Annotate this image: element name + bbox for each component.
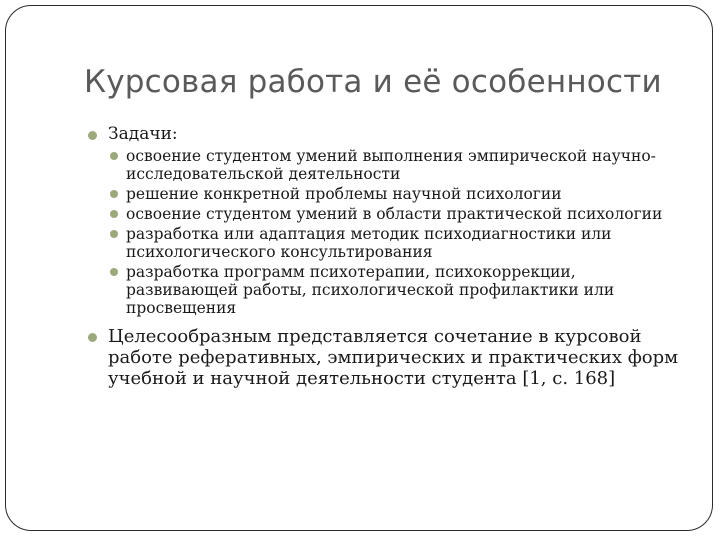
sub-bullet-text: разработка или адаптация методик психодиагностики или психологического консультирования — [126, 225, 612, 261]
bullet-icon — [110, 210, 118, 218]
bullet-icon — [88, 131, 97, 140]
bullet-icon — [110, 230, 118, 238]
sub-bullet-item — [84, 205, 684, 223]
slide-title: Курсовая работа и её особенности — [84, 64, 662, 100]
bullet-icon — [110, 190, 118, 198]
slide — [5, 5, 713, 531]
bullet-icon — [88, 333, 97, 342]
sub-bullet-item — [84, 185, 684, 203]
sub-bullet-item — [84, 263, 684, 317]
sub-bullet-text: освоение студентом умений выполнения эмпирической научно-исследовательской деятельности — [126, 147, 656, 183]
bullet-icon — [110, 268, 118, 276]
sub-bullet-item — [84, 147, 684, 183]
sub-bullet-text: решение конкретной проблемы научной психологии — [126, 185, 562, 203]
slide-content — [84, 124, 684, 389]
bullet-text: Задачи: — [108, 124, 178, 144]
sub-bullet-text: разработка программ психотерапии, психокоррекции, развивающей работы, психологической профилактики или просвещения — [126, 263, 615, 317]
sub-bullet-text: освоение студентом умений в области практической психологии — [126, 205, 663, 223]
bullet-text: Целесообразным представляется сочетание в курсовой работе реферативных, эмпирических и практических форм учебной и научной деятельности студента [1, с. 168] — [108, 326, 679, 389]
bullet-icon — [110, 152, 118, 160]
bullet-item-conclusion — [84, 326, 684, 389]
sub-bullet-item — [84, 225, 684, 261]
bullet-item-tasks — [84, 124, 684, 145]
